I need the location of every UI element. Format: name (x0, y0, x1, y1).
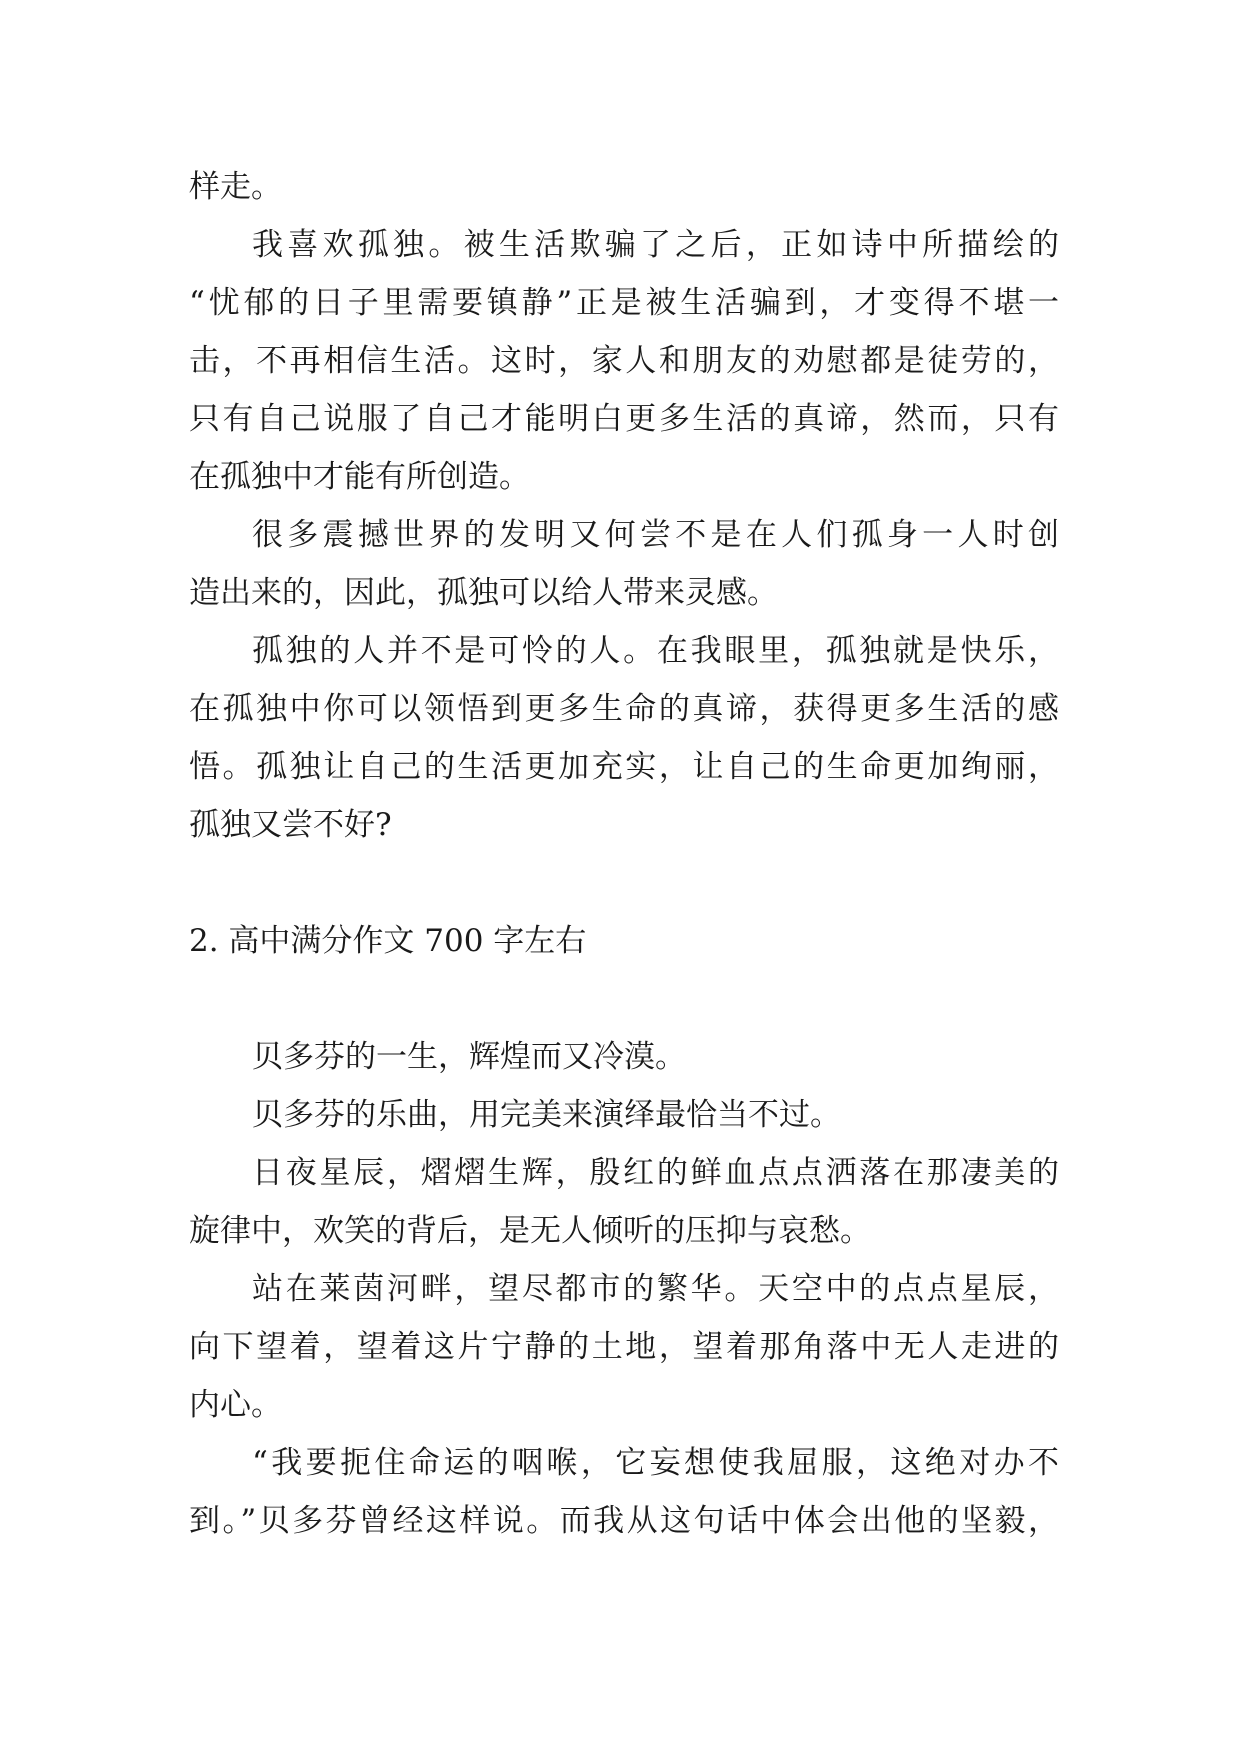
text-line: 孤独又尝不好? (189, 807, 392, 843)
text-line: 在孤独中你可以领悟到更多生命的真谛，获得更多生活的感 (189, 691, 1059, 727)
text-line: 日夜星辰，熠熠生辉，殷红的鲜血点点洒落在那凄美的 (252, 1155, 1059, 1191)
text-line: 向下望着，望着这片宁静的土地，望着那角落中无人走进的 (189, 1329, 1059, 1365)
text-line: 贝多芬的乐曲，用完美来演绎最恰当不过。 (252, 1097, 841, 1133)
text-line: 在孤独中才能有所创造。 (189, 459, 530, 495)
text-line: 样走。 (189, 169, 282, 205)
text-line: 悟。孤独让自己的生活更加充实，让自己的生命更加绚丽， (189, 749, 1059, 785)
text-line: 内心。 (189, 1387, 282, 1423)
text-line: 站在莱茵河畔，望尽都市的繁华。天空中的点点星辰， (252, 1271, 1059, 1307)
text-line: 我喜欢孤独。被生活欺骗了之后，正如诗中所描绘的 (252, 227, 1059, 263)
text-line: 只有自己说服了自己才能明白更多生活的真谛，然而，只有 (189, 401, 1059, 437)
text-line: 击，不再相信生活。这时，家人和朋友的劝慰都是徒劳的， (189, 343, 1059, 379)
text-line: 贝多芬的一生，辉煌而又冷漠。 (252, 1039, 686, 1075)
text-line: 旋律中，欢笑的背后，是无人倾听的压抑与哀愁。 (189, 1213, 871, 1249)
text-line: 到。”贝多芬曾经这样说。而我从这句话中体会出他的坚毅， (189, 1503, 1059, 1539)
text-line: 造出来的，因此，孤独可以给人带来灵感。 (189, 575, 778, 611)
text-line: “我要扼住命运的咽喉，它妄想使我屈服，这绝对办不 (252, 1445, 1059, 1481)
text-line: “忧郁的日子里需要镇静”正是被生活骗到，才变得不堪一 (189, 285, 1059, 321)
text-line: 孤独的人并不是可怜的人。在我眼里，孤独就是快乐， (252, 633, 1059, 669)
section-heading: 2. 高中满分作文 700 字左右 (189, 923, 587, 959)
text-line: 很多震撼世界的发明又何尝不是在人们孤身一人时创 (252, 517, 1059, 553)
